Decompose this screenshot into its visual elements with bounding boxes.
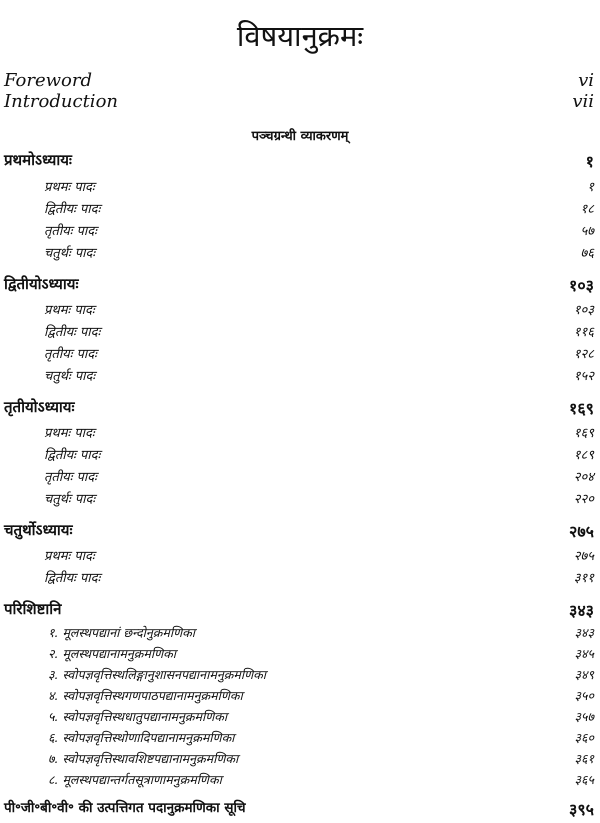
- appendix-item[interactable]: [4, 771, 594, 793]
- pada-label: तृतीयः पादः: [44, 347, 97, 362]
- pada-label: चतुर्थः पादः: [44, 369, 96, 384]
- page-number: २२०: [573, 492, 594, 507]
- page-number: ३४३: [574, 625, 594, 640]
- page-number: ३४३: [569, 601, 594, 620]
- toc-entry-introduction[interactable]: [4, 91, 594, 112]
- pada-entry[interactable]: [4, 243, 594, 265]
- pada-label: द्वितीयः पादः: [44, 448, 101, 463]
- chapter-label: चतुर्थोऽध्यायः: [4, 521, 73, 539]
- entry-label: Foreword: [4, 70, 92, 91]
- appendix-item[interactable]: [4, 729, 594, 751]
- entry-label: Introduction: [4, 91, 118, 112]
- appendix-item[interactable]: [4, 624, 594, 646]
- pada-label: प्रथमः पादः: [44, 303, 95, 318]
- pada-label: प्रथमः पादः: [44, 180, 95, 195]
- final-index-entry[interactable]: [4, 798, 594, 820]
- page-number: १०३: [573, 303, 594, 318]
- pada-label: चतुर्थः पादः: [44, 246, 96, 261]
- appendix-label: २. मूलस्थपद्यानामनुक्रमणिका: [48, 646, 176, 661]
- page-number: ११६: [573, 325, 594, 340]
- pada-label: द्वितीयः पादः: [44, 571, 101, 586]
- pada-entry[interactable]: [4, 568, 594, 590]
- pada-label: प्रथमः पादः: [44, 426, 95, 441]
- pada-entry[interactable]: [4, 366, 594, 388]
- page-number: ३५७: [574, 709, 594, 724]
- pada-entry[interactable]: [4, 546, 594, 568]
- page-number: vi: [578, 70, 594, 91]
- appendix-item[interactable]: [4, 645, 594, 667]
- chapter-3-entry[interactable]: [4, 397, 594, 419]
- page-title: विषयानुक्रमः: [236, 19, 364, 53]
- appendix-item[interactable]: [4, 750, 594, 772]
- page-number: २७५: [569, 522, 594, 541]
- appendix-item[interactable]: [4, 687, 594, 709]
- chapter-label: द्वितीयोऽध्यायः: [4, 275, 79, 293]
- appendix-label: ७. स्वोपज्ञवृत्तिस्थावशिष्टपद्यानामनुक्रमणिका: [48, 751, 239, 766]
- section-subtitle: पञ्चग्रन्थी व्याकरणम्: [251, 129, 349, 144]
- pada-entry[interactable]: [4, 300, 594, 322]
- pada-label: द्वितीयः पादः: [44, 202, 101, 217]
- page-number: १८९: [573, 448, 594, 463]
- appendix-label: ६. स्वोपज्ञवृत्तिस्थोणादिपद्यानामनुक्रमणिका: [48, 730, 235, 745]
- chapter-1-entry[interactable]: [4, 150, 594, 172]
- page-number: २७५: [573, 549, 594, 564]
- page-number: १: [585, 152, 594, 171]
- page-number: १२८: [573, 347, 594, 362]
- page-number: १६९: [573, 426, 594, 441]
- appendices-label: परिशिष्टानि: [4, 600, 62, 618]
- chapter-label: तृतीयोऽध्यायः: [4, 398, 75, 416]
- appendix-label: ८. मूलस्थपद्यान्तर्गतसूत्राणामनुक्रमणिका: [48, 772, 222, 787]
- appendices-entry[interactable]: [4, 599, 594, 621]
- page-number: १८: [580, 202, 594, 217]
- appendix-label: १. मूलस्थपद्यानां छन्दोनुक्रमणिका: [48, 625, 195, 640]
- pada-label: प्रथमः पादः: [44, 549, 95, 564]
- page-number: २०४: [573, 470, 594, 485]
- page-number: १५२: [573, 369, 594, 384]
- appendix-label: ४. स्वोपज्ञवृत्तिस्थगणपाठपद्यानामनुक्रमणिका: [48, 688, 243, 703]
- page-number: ५७: [580, 224, 594, 239]
- page-number: ३४९: [574, 667, 594, 682]
- page-number: १०३: [569, 276, 594, 295]
- page-number: ७६: [580, 246, 594, 261]
- pada-label: तृतीयः पादः: [44, 470, 97, 485]
- pada-entry[interactable]: [4, 344, 594, 366]
- pada-entry[interactable]: [4, 489, 594, 511]
- appendix-label: ३. स्वोपज्ञवृत्तिस्थलिङ्गानुशासनपद्यानामनुक्रमणिका: [48, 667, 266, 682]
- pada-entry[interactable]: [4, 445, 594, 467]
- pada-entry[interactable]: [4, 467, 594, 489]
- page-number: ३६१: [574, 751, 594, 766]
- page-number: १६९: [569, 399, 594, 418]
- page-number: ३४५: [574, 646, 594, 661]
- pada-label: द्वितीयः पादः: [44, 325, 101, 340]
- page-number: ३११: [573, 571, 594, 586]
- appendix-label: ५. स्वोपज्ञवृत्तिस्थधातुपद्यानामनुक्रमणिका: [48, 709, 228, 724]
- chapter-2-entry[interactable]: [4, 274, 594, 296]
- pada-entry[interactable]: [4, 423, 594, 445]
- pada-label: तृतीयः पादः: [44, 224, 97, 239]
- final-entry-label: पी॰जी॰बी॰वी॰ की उत्पत्तिगत पदानुक्रमणिका सूचि: [4, 800, 246, 816]
- chapter-label: प्रथमोऽध्यायः: [4, 151, 72, 169]
- chapter-4-entry[interactable]: [4, 520, 594, 542]
- appendix-item[interactable]: [4, 666, 594, 688]
- appendix-item[interactable]: [4, 708, 594, 730]
- page-number: ३६५: [574, 772, 594, 787]
- toc-entry-foreword[interactable]: [4, 70, 594, 91]
- page-number: ३९५: [569, 800, 594, 819]
- pada-entry[interactable]: [4, 177, 594, 199]
- page-number: vii: [572, 91, 594, 112]
- pada-entry[interactable]: [4, 199, 594, 221]
- page-number: ३५०: [574, 688, 594, 703]
- page-number: १: [587, 180, 594, 195]
- pada-entry[interactable]: [4, 221, 594, 243]
- pada-label: चतुर्थः पादः: [44, 492, 96, 507]
- pada-entry[interactable]: [4, 322, 594, 344]
- page-number: ३६०: [574, 730, 594, 745]
